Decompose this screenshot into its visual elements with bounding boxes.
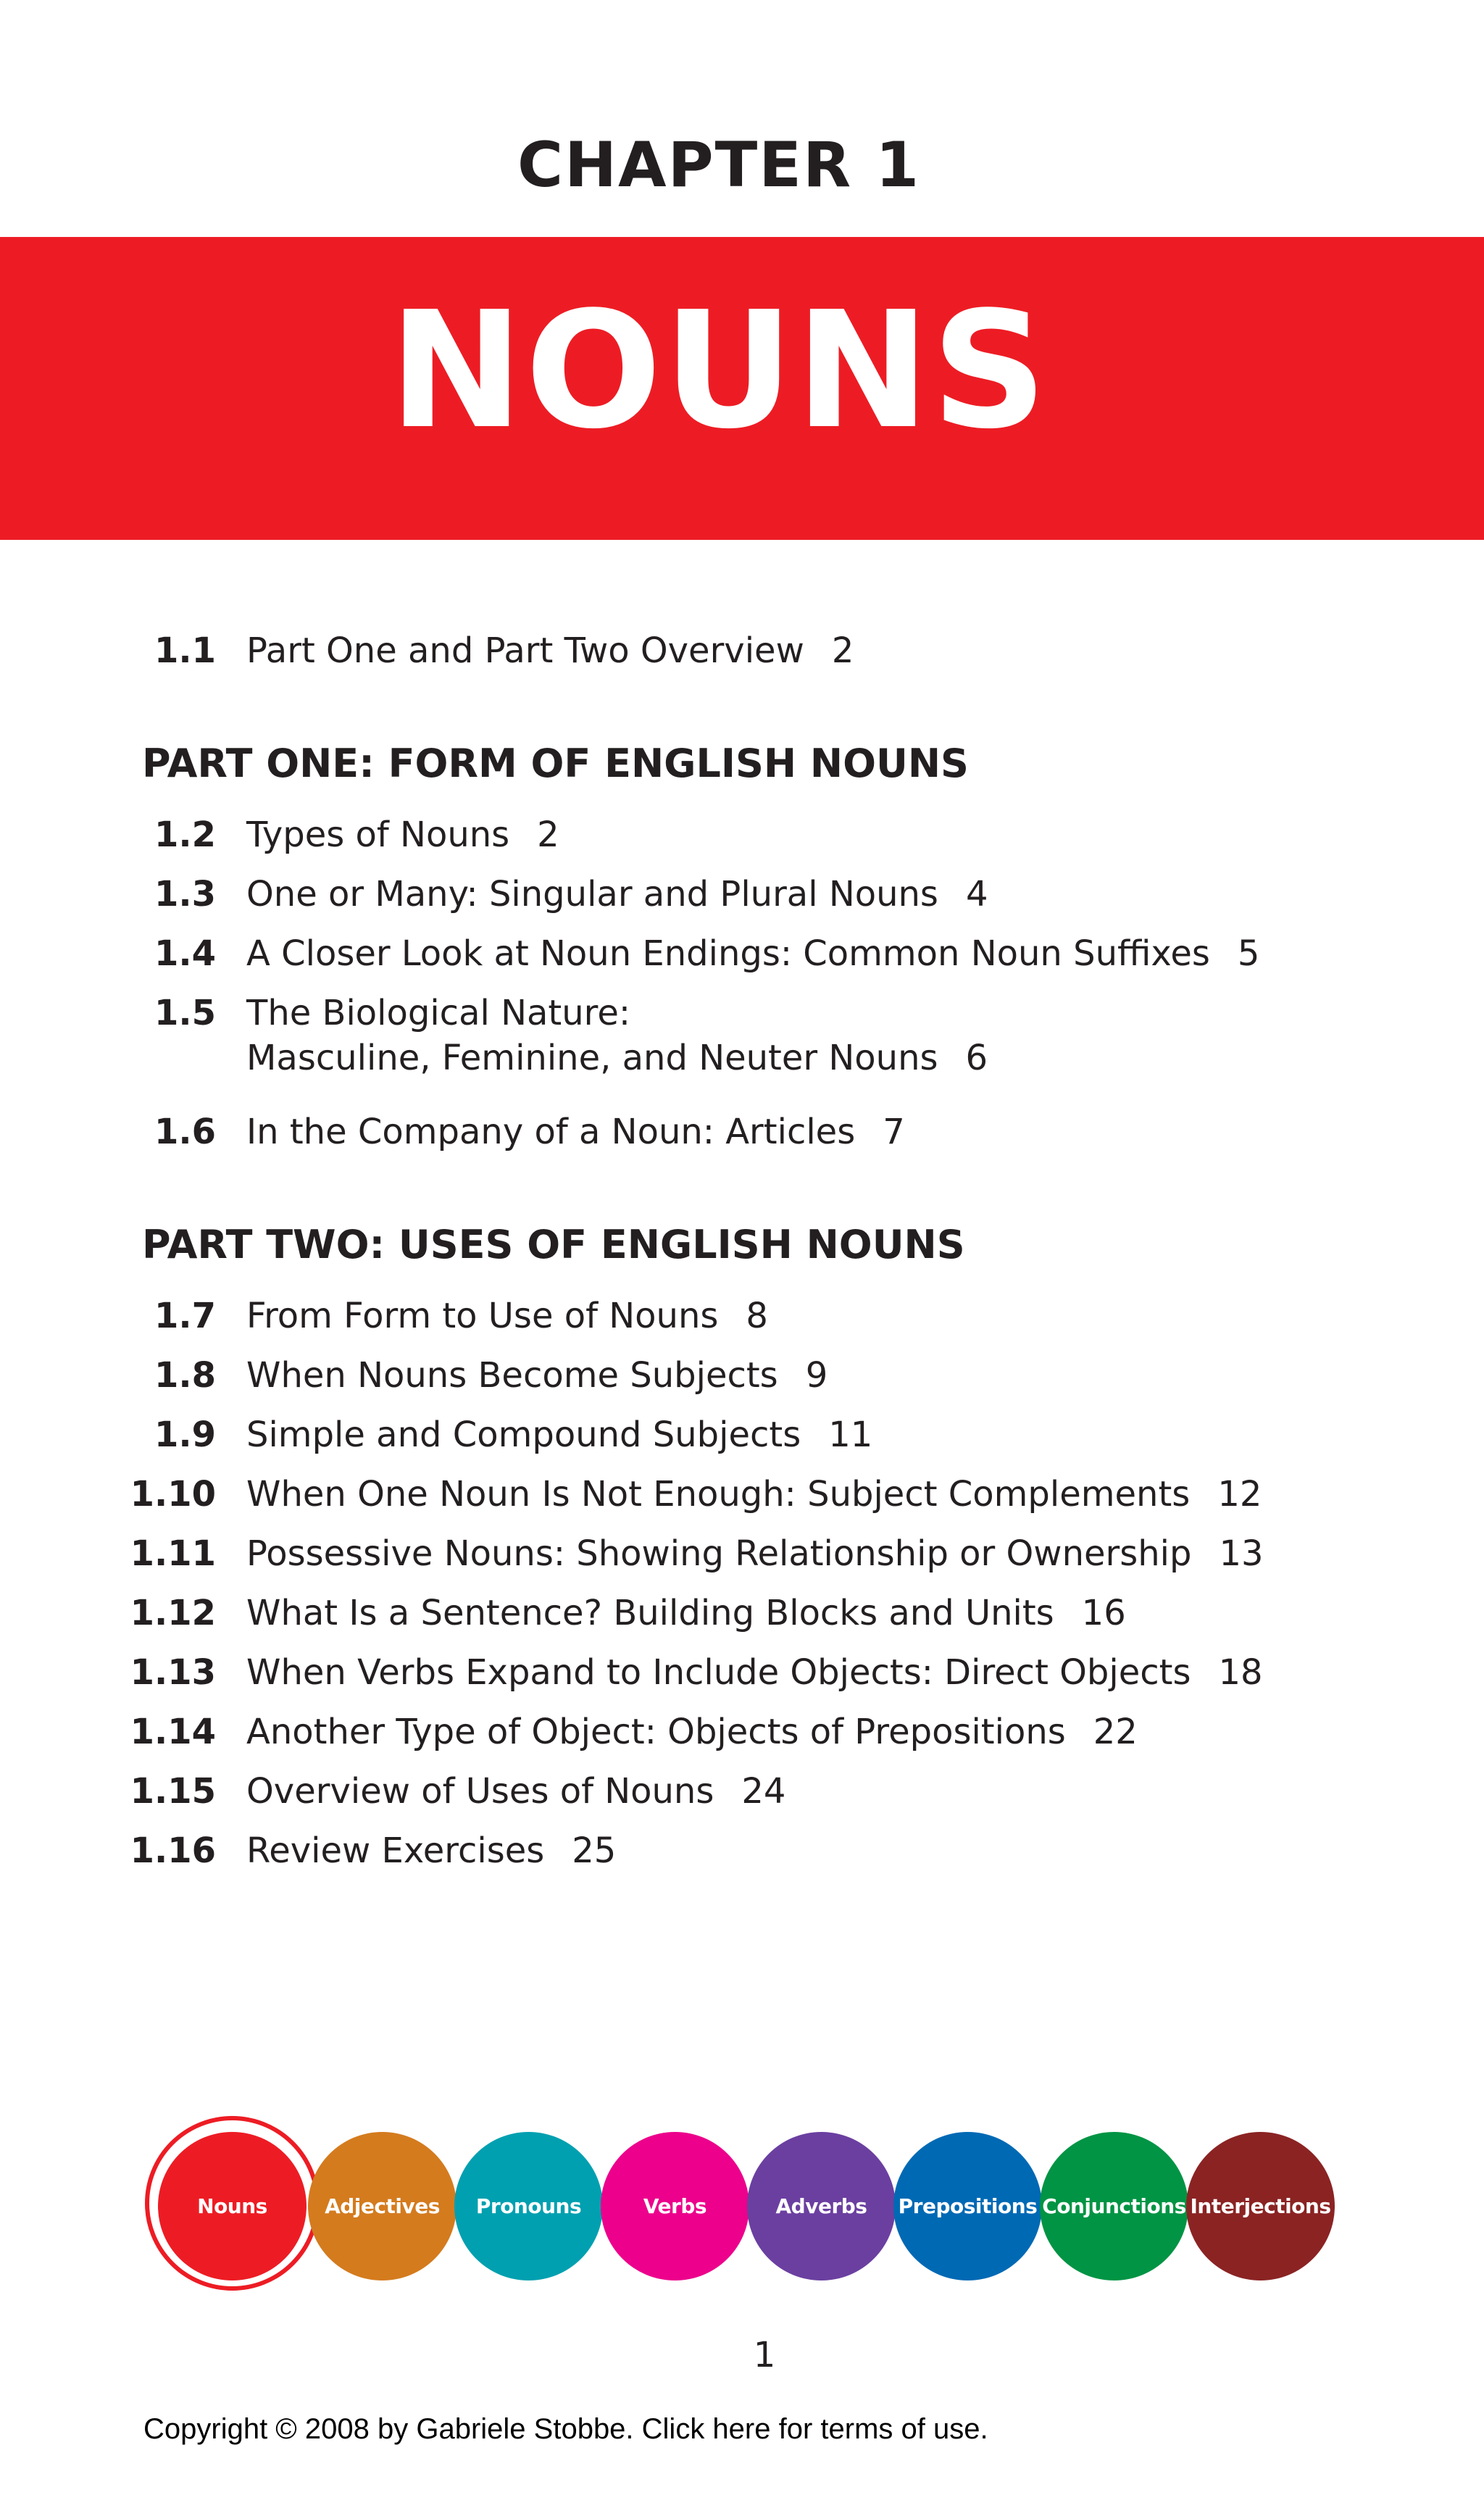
toc-entry-page: 2 bbox=[537, 815, 559, 855]
nav-circle-label: Nouns bbox=[197, 2194, 267, 2218]
toc-entry-number: 1.10 bbox=[130, 1474, 216, 1515]
toc-entry-page: 24 bbox=[741, 1771, 786, 1812]
toc-entry-page: 4 bbox=[965, 874, 988, 915]
nav-circle-interjections[interactable] bbox=[1186, 2132, 1335, 2280]
nav-circle-label: Pronouns bbox=[475, 2194, 582, 2218]
toc-entry-number: 1.4 bbox=[154, 933, 216, 974]
nav-circle-verbs[interactable] bbox=[601, 2132, 749, 2280]
chapter-label: CHAPTER 1 bbox=[517, 129, 921, 201]
toc-entry-title: Simple and Compound Subjects bbox=[246, 1415, 801, 1455]
toc-entry-number: 1.13 bbox=[130, 1652, 216, 1693]
toc-entry-number: 1.3 bbox=[154, 874, 216, 915]
toc-entry-title: When One Noun Is Not Enough: Subject Complements bbox=[246, 1474, 1191, 1515]
parts-of-speech-nav bbox=[145, 2116, 1333, 2297]
toc-entry-title: From Form to Use of Nouns bbox=[246, 1296, 719, 1336]
toc-entry-title: What Is a Sentence? Building Blocks and Units bbox=[246, 1593, 1054, 1633]
toc-entry-page: 16 bbox=[1081, 1593, 1126, 1633]
nav-circle-label: Interjections bbox=[1190, 2194, 1331, 2218]
nav-circle-pronouns[interactable] bbox=[454, 2132, 603, 2280]
toc-entry-page: 11 bbox=[828, 1415, 873, 1455]
toc-entry-number: 1.5 bbox=[154, 993, 216, 1033]
nav-circle-adverbs[interactable] bbox=[747, 2132, 896, 2280]
toc-entry-title: Possessive Nouns: Showing Relationship or Ownership bbox=[246, 1533, 1192, 1574]
nav-circle-conjunctions[interactable] bbox=[1040, 2132, 1188, 2280]
toc-entry-number: 1.15 bbox=[130, 1771, 216, 1812]
toc-entry-title-line2: Masculine, Feminine, and Neuter Nouns bbox=[246, 1038, 938, 1078]
nav-circle-label: Prepositions bbox=[898, 2194, 1038, 2218]
chapter-title: NOUNS bbox=[388, 278, 1049, 465]
nav-circle-label: Verbs bbox=[643, 2194, 707, 2218]
page-number: 1 bbox=[753, 2335, 776, 2375]
toc-entry-page: 13 bbox=[1219, 1533, 1264, 1574]
toc-entry-number: 1.8 bbox=[154, 1355, 216, 1396]
toc-entry-number: 1.1 bbox=[154, 630, 216, 671]
toc-entry-title: Overview of Uses of Nouns bbox=[246, 1771, 714, 1812]
toc-entry-title: Part One and Part Two Overview bbox=[246, 630, 804, 671]
nav-circle-adjectives[interactable] bbox=[308, 2132, 457, 2280]
toc-entry-number: 1.11 bbox=[130, 1533, 216, 1574]
nav-circle-label: Adjectives bbox=[325, 2194, 440, 2218]
toc-entry-title: One or Many: Singular and Plural Nouns bbox=[246, 874, 938, 915]
chapter-banner bbox=[0, 237, 1484, 540]
toc-entry-number: 1.7 bbox=[154, 1296, 216, 1336]
toc-entry-title: A Closer Look at Noun Endings: Common Noun Suffixes bbox=[246, 933, 1210, 974]
toc-entry-title: In the Company of a Noun: Articles bbox=[246, 1112, 856, 1152]
nav-circle-label: Conjunctions bbox=[1042, 2194, 1186, 2218]
toc-entry-page: 5 bbox=[1237, 933, 1260, 974]
nav-circle-nouns[interactable] bbox=[158, 2132, 307, 2280]
toc-entry-number: 1.14 bbox=[130, 1712, 216, 1752]
toc-entry-number: 1.6 bbox=[154, 1112, 216, 1152]
toc-entry-page: 7 bbox=[883, 1112, 905, 1152]
toc-entry-number: 1.9 bbox=[154, 1415, 216, 1455]
toc-entry-title: The Biological Nature: bbox=[246, 993, 631, 1033]
nav-circle-label: Adverbs bbox=[775, 2194, 867, 2218]
toc-entry-page: 6 bbox=[965, 1038, 988, 1078]
toc-entry-title: Review Exercises bbox=[246, 1830, 545, 1871]
toc-entry-page: 22 bbox=[1093, 1712, 1138, 1752]
part-one-heading: PART ONE: FORM OF ENGLISH NOUNS bbox=[142, 741, 969, 786]
nav-circle-prepositions[interactable] bbox=[893, 2132, 1042, 2280]
toc-entry-title: When Verbs Expand to Include Objects: Direct Objects bbox=[246, 1652, 1191, 1693]
toc-entry-title: Another Type of Object: Objects of Prepositions bbox=[246, 1712, 1066, 1752]
toc-entry-page: 18 bbox=[1218, 1652, 1263, 1693]
toc-entry-page: 12 bbox=[1217, 1474, 1262, 1515]
toc-entry-title: Types of Nouns bbox=[246, 815, 510, 855]
toc-entry-number: 1.12 bbox=[130, 1593, 216, 1633]
toc-entry-title: When Nouns Become Subjects bbox=[246, 1355, 778, 1396]
toc-entry-number: 1.16 bbox=[130, 1830, 216, 1871]
copyright-link[interactable]: Copyright © 2008 by Gabriele Stobbe. Click here for terms of use. bbox=[143, 2413, 988, 2445]
toc-entry-page: 2 bbox=[831, 630, 854, 671]
toc-entry-page: 8 bbox=[746, 1296, 768, 1336]
toc-entry-number: 1.2 bbox=[154, 815, 216, 855]
toc-entry-page: 9 bbox=[805, 1355, 828, 1396]
toc-entry-page: 25 bbox=[572, 1830, 617, 1871]
part-two-heading: PART TWO: USES OF ENGLISH NOUNS bbox=[142, 1222, 965, 1267]
